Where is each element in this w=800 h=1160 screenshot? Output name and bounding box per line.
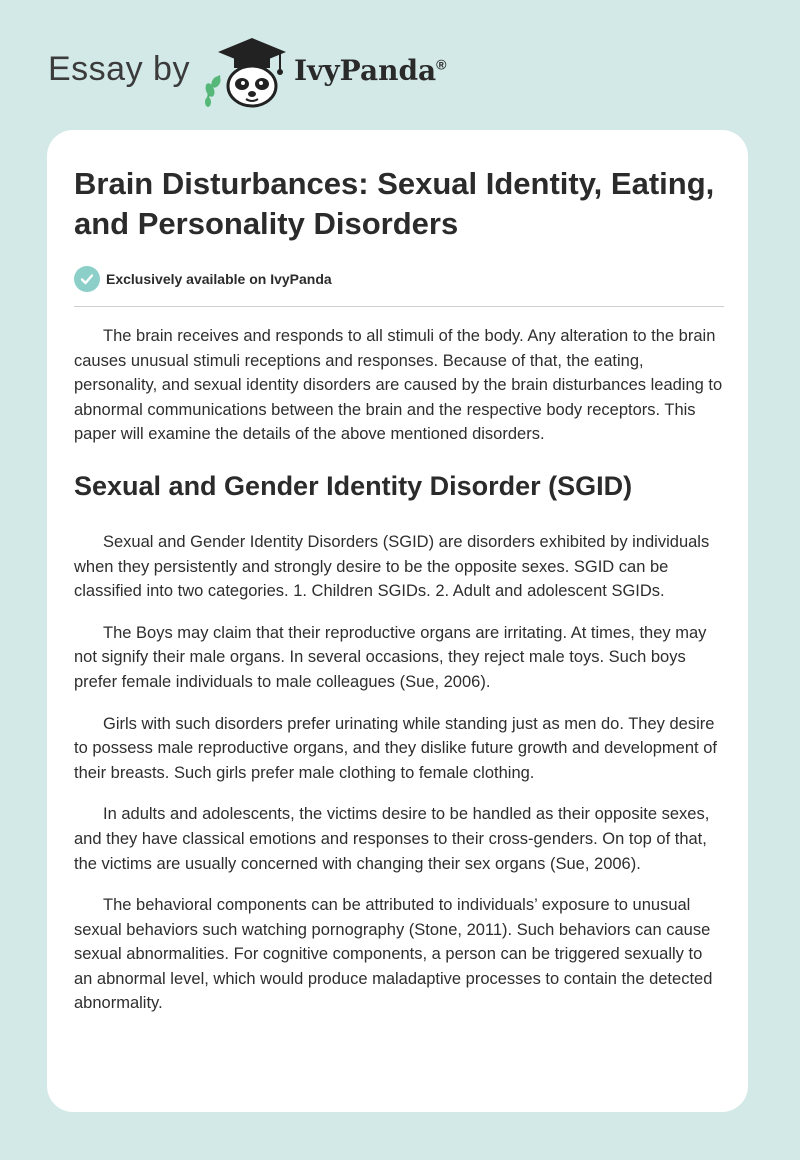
panda-graduate-icon	[200, 36, 290, 108]
divider	[74, 306, 724, 307]
article-card	[47, 130, 748, 1112]
exclusive-badge-label: Exclusively available on IvyPanda	[106, 271, 332, 287]
exclusive-badge	[74, 266, 724, 292]
brand-name[interactable]: IvyPanda®	[294, 54, 447, 87]
checkmark-icon	[74, 266, 100, 292]
article-title: Brain Disturbances: Sexual Identity, Eating, and Personality Disorders	[74, 166, 715, 241]
section-heading: Sexual and Gender Identity Disorder (SGID)	[74, 470, 633, 501]
intro-paragraph: The brain receives and responds to all stimuli of the body. Any alteration to the brain causes unusual stimuli receptions and responses. Because of that, the eating, personality, and sexual identity disorders are caused by the brain disturbances leading to abnormal communications between the brain and the respective body receptors. This paper will examine the details of the above mentioned disorders.	[74, 327, 723, 444]
body-paragraph: In adults and adolescents, the victims desire to be handled as their opposite sexes, and they have classical emotions and responses to their cross-genders. On top of that, the victims are usually concerned with changing their sex organs (Sue, 2006).	[74, 805, 710, 873]
article-content	[74, 164, 724, 1016]
body-paragraph: The behavioral components can be attributed to individuals’ exposure to unusual sexual behaviors such watching pornography (Stone, 2011). Such behaviors can cause sexual abnormalities. For cognitive components, a person can be triggered sexually to an abnormal level, which would produce maladaptive processes to contain the detected abnormality.	[74, 896, 713, 1013]
essay-by-label: Essay by	[48, 50, 190, 88]
site-header	[48, 36, 548, 108]
body-paragraph: Girls with such disorders prefer urinating while standing just as men do. They desire to possess male reproductive organs, and they dislike future growth and development of their breasts. Such girls prefer male clothing to female clothing.	[74, 714, 717, 782]
body-paragraph: The Boys may claim that their reproductive organs are irritating. At times, they may not signify their male organs. In several occasions, they reject male toys. Such boys prefer female individuals to male colleagues (Sue, 2006).	[74, 623, 707, 691]
body-paragraph: Sexual and Gender Identity Disorders (SGID) are disorders exhibited by individuals when they persistently and strongly desire to be the opposite sexes. SGID can be classified into two categories. 1. Children SGIDs. 2. Adult and adolescent SGIDs.	[74, 532, 710, 601]
